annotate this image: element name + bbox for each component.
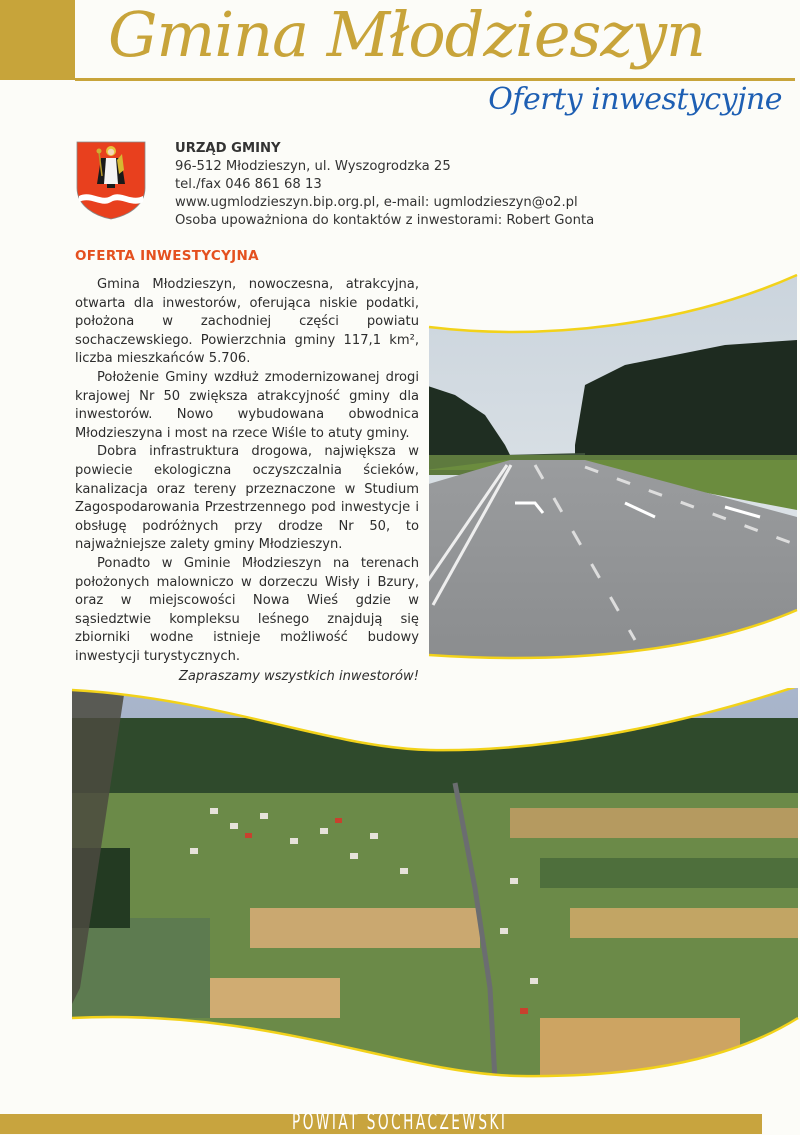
offer-paragraph: Gmina Młodzieszyn, nowoczesna, atrakcyjna, otwarta dla inwestorów, oferująca niskie podatki, położona w zachodniej części powiatu sochaczewskiego. Powierzchnia gminy 117,1 km², liczba mieszkańców 5.706.: [75, 277, 419, 367]
contact-block: [175, 140, 594, 230]
offer-paragraph: Dobra infrastruktura drogowa, największa w powiecie ekologiczna oczyszczalnia ścieków, kanalizacja oraz tereny przeznaczone w Studium Zagospodarowania Przestrzennego pod inwestycje i obsługę podróżnych przy drodze Nr 50, to najważniejsze zalety gminy Młodzieszyn.: [75, 444, 419, 553]
offer-paragraph: Położenie Gminy wzdłuż zmodernizowanej drogi krajowej Nr 50 zwiększa atrakcyjność gminy dla inwestorów. Nowo wybudowana obwodnica Młodzieszyna i most na rzece Wiśle to atuty gminy.: [75, 369, 419, 441]
footer-label: [0, 1111, 800, 1135]
offer-body: [75, 276, 419, 687]
road-photo: [425, 255, 800, 670]
coat-of-arms-icon: [75, 140, 147, 220]
footer-label-text: POWIAT SOCHACZEWSKI: [292, 1110, 508, 1135]
contact-person: Osoba upoważniona do kontaktów z inwestorami: Robert Gonta: [175, 213, 595, 228]
web-and-email[interactable]: www.ugmlodzieszyn.bip.org.pl, e-mail: ugmlodzieszyn@o2.pl: [175, 195, 578, 210]
address: 96-512 Młodzieszyn, ul. Wyszogrodzka 25: [175, 159, 451, 174]
closing-invitation: Zapraszamy wszystkich inwestorów!: [178, 669, 419, 685]
phone-fax: tel./fax 046 861 68 13: [175, 177, 322, 192]
aerial-village-photo: [70, 688, 800, 1080]
organization-name: URZĄD GMINY: [175, 141, 281, 156]
header-gold-block: [0, 0, 75, 80]
page-subtitle: Oferty inwestycyjne: [488, 82, 782, 117]
title-underline: [75, 78, 795, 81]
page-title: Gmina Młodzieszyn: [108, 0, 705, 71]
section-heading: OFERTA INWESTYCYJNA: [75, 248, 259, 264]
offer-paragraph: Ponadto w Gminie Młodzieszyn na terenach położonych malowniczo w dorzeczu Wisły i Bzury, oraz w miejscowości Nowa Wieś gdzie w sąsiedztwie kompleksu leśnego znajdują się zbiorniki wodne istnieje możliwość budowy inwestycji turystycznych.: [75, 555, 419, 664]
